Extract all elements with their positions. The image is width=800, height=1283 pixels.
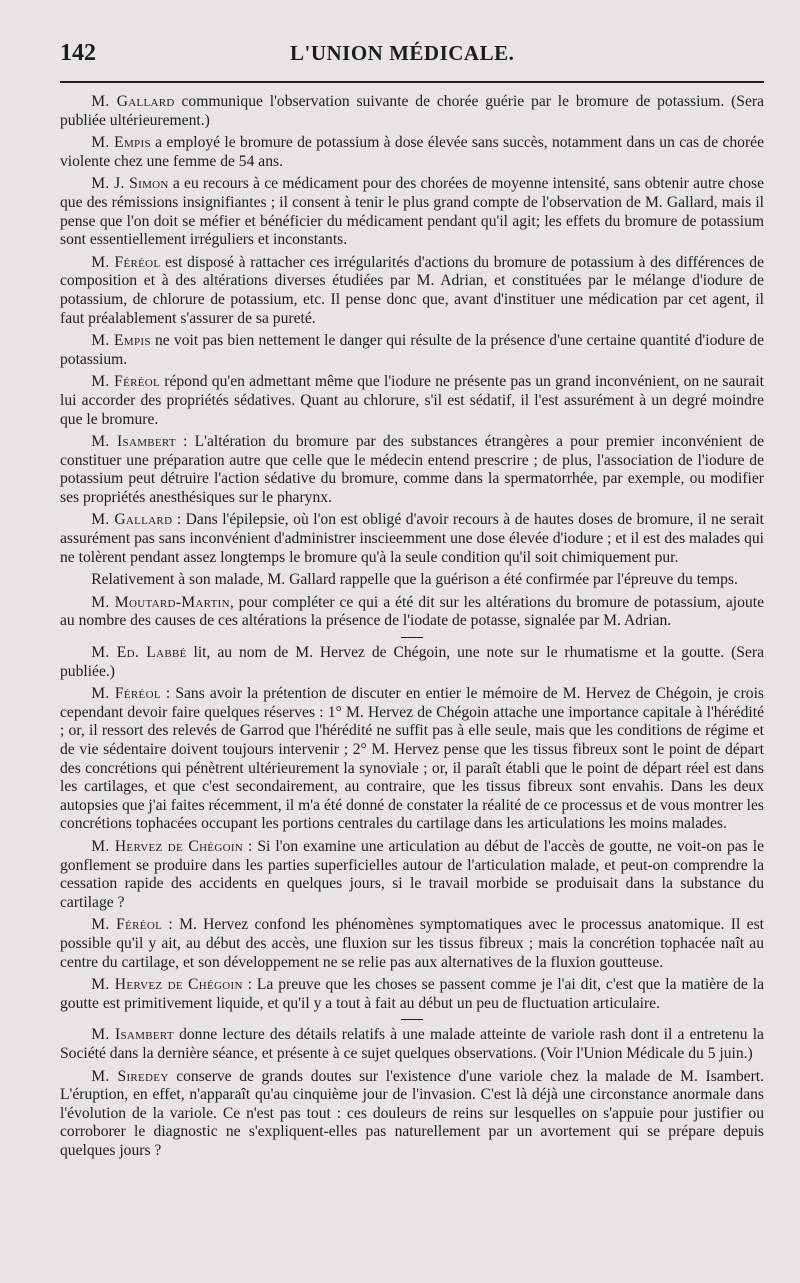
speaker-name: M. Isambert [91, 1026, 174, 1044]
paragraph-text: lit, au nom de M. Hervez de Chégoin, une note sur le rhumatisme et la goutte. (Sera publiée.) [60, 644, 764, 680]
paragraph-text: : Sans avoir la prétention de discuter en entier le mémoire de M. Hervez de Chégoin, je crois cependant devoir faire quelques réserves : 1° M. Hervez de Chégoin attache une importance capitale à l'hérédité ; or, il ressort des relevés de Garrod que l'hérédité ne suffit pas à elle seule, mais que les conditions de régime et de vie sédentaire doivent toujours intervenir ; 2° M. Hervez pense que les tissus fibreux sont le point de départ des concrétions qui pénètrent ultérieurement la synoviale ; or, il paraît établi que le point de départ réel est dans les cartilages, et que c'est secondairement, au contraire, que les tissus fibreux sont envahis. Dans les deux autopsies que j'ai faites récemment, il m'a été donné de constater la réalité de ce processus et de vous montrer les concrétions tophacées occupant les portions centrales du cartilage dans les articulations les moins malades. [60, 685, 764, 833]
speaker-name: M. Isambert [91, 433, 176, 451]
header-rule [60, 81, 764, 83]
paragraph [60, 685, 764, 834]
speaker-name: M. Féréol [91, 373, 161, 391]
paragraph [60, 838, 764, 912]
paragraph [60, 373, 764, 429]
paragraph-text: répond qu'en admettant même que l'iodure ne présente pas un grand inconvénient, on ne saurait lui accorder des propriétés sédatives. Quant au chlorure, s'il est sédatif, il l'est assurément à un degré moindre que le bromure. [60, 373, 764, 428]
paragraph-text: donne lecture des détails relatifs à une malade atteinte de variole rash dont il a entretenu la Société dans la dernière séance, et présente à ce sujet quelques observations. (Voir l'Union Médicale du 5 juin.) [60, 1026, 764, 1062]
paragraph [60, 644, 764, 681]
speaker-name: M. Siredey [91, 1067, 169, 1085]
paragraph [60, 254, 764, 328]
speaker-name: M. Empis [91, 134, 151, 152]
paragraph-text: , pour compléter ce qui a été dit sur les altérations du bromure de potassium, ajoute au nombre des causes de ces altérations la présence de l'iodate de potasse, signalée par M. Adrian. [60, 593, 764, 630]
paragraph-text: a eu recours à ce médicament pour des chorées de moyenne intensité, sans obtenir autre chose que des rémissions insignifiantes ; il consent à tenir le plus grand compte de l'observation de M. Gallard, mais il pense que l'on doit se méfier et bénéficier du médicament pendant qu'il agit; les effets du bromure de potassium sont essentiellement irréguliers et inconstants. [60, 175, 764, 249]
speaker-name: M. Ed. Labbé [91, 644, 187, 662]
section-separator [401, 637, 423, 638]
paragraph-text: est disposé à rattacher ces irrégularités d'actions du bromure de potassium à des différences de composition et à des altérations diverses étudiées par M. Adrian, et constituées par le mélange d'iodure de potassium, de chlorure de potassium, etc. Il pense donc que, avant d'instituer une médication par cet agent, il faut préalablement s'assurer de sa pureté. [60, 253, 764, 327]
paragraph-text: : M. Hervez confond les phénomènes symptomatiques avec le processus anatomique. Il est possible qu'il y ait, au début des accès, une fluxion sur les tissus fibreux ; mais la concrétion tophacée naît au centre du cartilage, et son développement ne se relie pas aux alternatives de la fluxion goutteuse. [60, 916, 764, 971]
speaker-name: M. Hervez de Chégoin [91, 976, 243, 994]
paragraph [60, 916, 764, 972]
paragraph [60, 1068, 764, 1161]
paragraph [60, 332, 764, 369]
paragraph-text: : L'altération du bromure par des substances étrangères a pour premier inconvénient de constituer une préparation autre que celle que le médecin entend prescrire ; de plus, l'association de l'iodure de potassium peut détruire l'action sédative du bromure, comme dans la spermatorrhée, par exemple, ou modifier ses propriétés anesthésiques sur le pharynx. [60, 433, 765, 506]
paragraph [60, 134, 764, 171]
speaker-name: M. Féréol [91, 685, 161, 703]
page-header [60, 40, 764, 67]
paragraph-text: : La preuve que les choses se passent comme je l'ai dit, c'est que la matière de la goutte est primitivement liquide, et qu'il y a tout à fait au début un peu de fluctuation articulaire. [60, 976, 765, 1012]
paragraph [60, 594, 764, 631]
speaker-name: M. Empis [91, 332, 151, 350]
running-title: L'UNION MÉDICALE. [290, 41, 515, 65]
paragraph-text: communique l'observation suivante de chorée guérie par le bromure de potassium. (Sera publiée ultérieurement.) [60, 93, 765, 129]
paragraph [60, 93, 764, 130]
article-body [60, 93, 764, 1160]
paragraph-text: Relativement à son malade, M. Gallard rappelle que la guérison a été confirmée par l'épreuve du temps. [91, 571, 738, 589]
speaker-name: M. Féréol [91, 253, 161, 271]
paragraph [60, 511, 764, 567]
paragraph [60, 433, 764, 507]
paragraph-text: a employé le bromure de potassium à dose élevée sans succès, notamment dans un cas de chorée violente chez une femme de 54 ans. [60, 134, 764, 170]
paragraph [60, 976, 764, 1013]
paragraph [60, 571, 764, 590]
speaker-name: M. Moutard-Martin [91, 593, 230, 611]
speaker-name: M. Féréol [91, 916, 163, 934]
paragraph-text: conserve de grands doutes sur l'existence d'une variole chez la malade de M. Isambert. L'éruption, en effet, n'apparaît qu'au cinquième jour de l'invasion. C'est là déjà une circonstance anormale dans l'évolution de la variole. Ce n'est pas tout : ces douleurs de reins sur lesquelles on s'appuie pour justifier ou corroborer le diagnostic ne s'expliquent-elles pas naturellement par un avortement qui se prépare depuis quelques jours ? [60, 1067, 764, 1159]
section-separator [401, 1019, 423, 1020]
speaker-name: M. J. Simon [91, 175, 169, 193]
page-number: 142 [60, 40, 96, 66]
paragraph [60, 1026, 764, 1063]
paragraph [60, 175, 764, 249]
speaker-name: M. Gallard [91, 93, 175, 110]
paragraph-text: ne voit pas bien nettement le danger qui résulte de la présence d'une certaine quantité d'iodure de potassium. [60, 332, 764, 368]
paragraph-text: : Si l'on examine une articulation au début de l'accès de goutte, ne voit-on pas le gonflement se produire dans les parties superficielles autour de l'articulation malade, et peut-on comprendre la cessation rapide des accidents en quelques jours, si le travail morbide se produisait dans la substance du cartilage ? [60, 837, 764, 911]
speaker-name: M. Gallard [91, 511, 173, 529]
speaker-name: M. Hervez de Chégoin [91, 837, 244, 855]
paragraph-text: : Dans l'épilepsie, où l'on est obligé d'avoir recours à de hautes doses de bromure, il ne serait assurément pas sans inconvénient d'administrer inscieemment une dose élevée d'iodure ; et il est des malades qui ne tolèrent pendant assez longtemps le bromure qu'à la seule condition qu'il soit chimiquement pur. [60, 511, 765, 566]
